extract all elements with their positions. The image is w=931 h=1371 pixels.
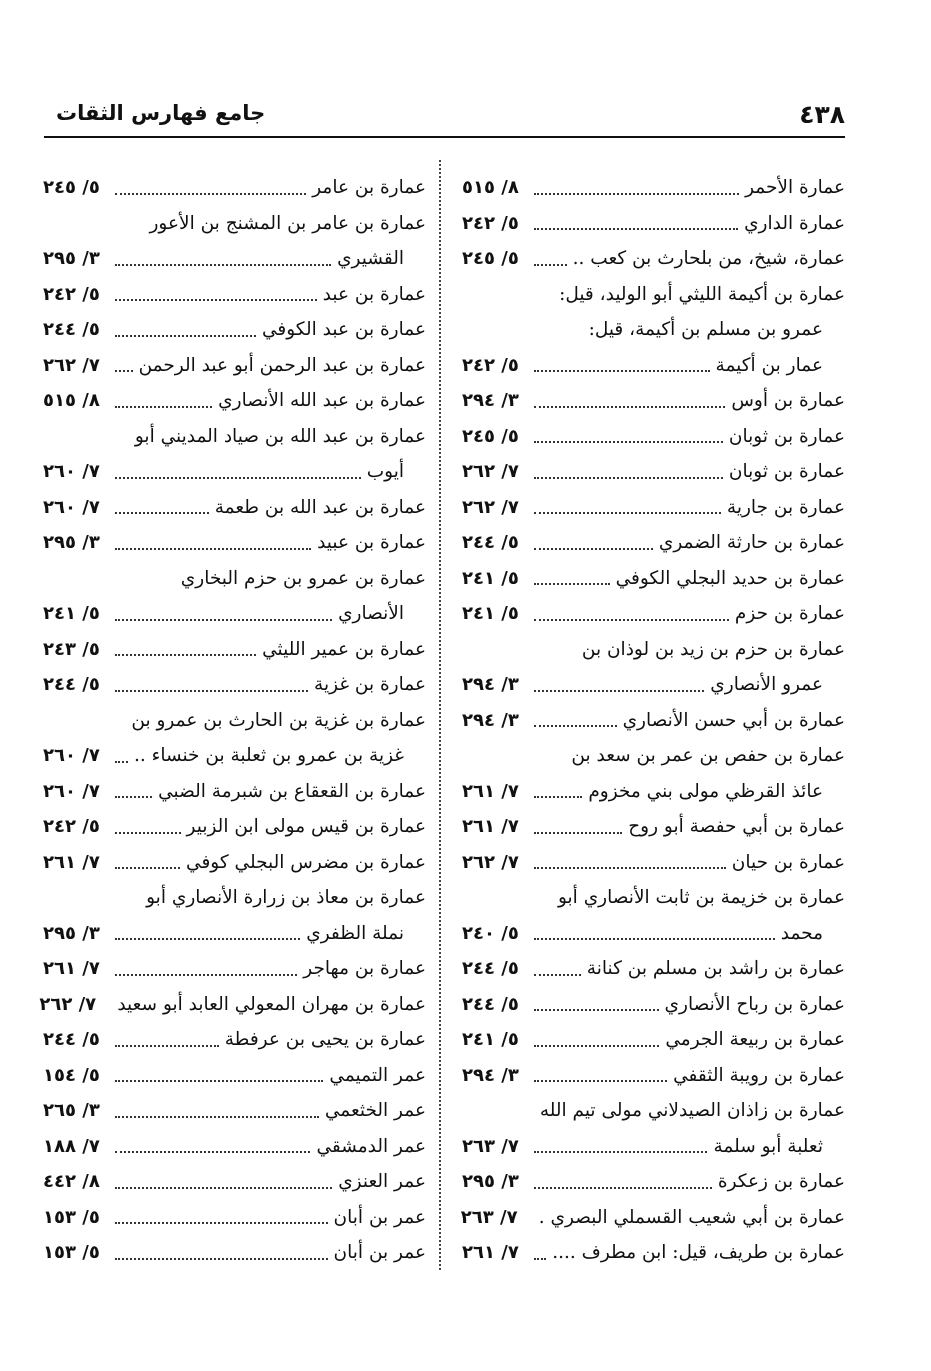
entry-name: عمارة بن عبد الله بن صياد المديني أبو bbox=[134, 425, 426, 447]
volume-page-ref: ٥/ ١٥٣ bbox=[43, 1242, 100, 1263]
index-entry bbox=[462, 170, 845, 206]
entry-name: عمارة الداري bbox=[744, 212, 845, 234]
entry-name: عمارة بن عامر bbox=[312, 177, 426, 198]
leader-dots bbox=[534, 439, 723, 443]
index-entry bbox=[43, 383, 426, 419]
volume-page-ref: ٣/ ٢٩٤ bbox=[462, 1064, 519, 1086]
index-entry bbox=[43, 845, 426, 881]
leader-dots bbox=[534, 972, 581, 976]
entry-name: عمر التميمي bbox=[329, 1064, 426, 1086]
entry-name: عمر بن أبان bbox=[333, 1206, 426, 1228]
leader-dots bbox=[115, 404, 212, 408]
leader-dots bbox=[534, 1149, 707, 1153]
index-entry bbox=[462, 490, 845, 526]
entry-name: عمارة بن معاذ بن زرارة الأنصاري أبو bbox=[146, 887, 426, 908]
index-entry bbox=[462, 880, 845, 916]
leader-dots bbox=[115, 1114, 319, 1118]
index-entry bbox=[462, 312, 845, 348]
entry-name: عمارة بن زاذان الصيدلاني مولى تيم الله bbox=[539, 1100, 845, 1121]
volume-page-ref: ٧/ ٢٦١ bbox=[43, 851, 100, 873]
index-entry bbox=[462, 348, 845, 384]
entry-name: عمرو الأنصاري bbox=[710, 674, 823, 695]
volume-page-ref: ٥/ ٢٤١ bbox=[462, 603, 519, 624]
volume-page-ref: ٥/ ٢٤٤ bbox=[462, 993, 519, 1015]
entry-name: عمارة بن عبد الله بن طعمة bbox=[214, 496, 426, 518]
entry-name: عمارة بن حزم bbox=[734, 603, 845, 624]
entry-name: عمارة بن غزية بن الحارث بن عمرو بن bbox=[131, 709, 426, 731]
entry-name: عمارة بن رويبة الثقفي bbox=[673, 1064, 845, 1086]
entry-name: عمارة بن عبيد bbox=[317, 532, 426, 553]
volume-page-ref: ٧/ ٢٦٢ bbox=[462, 461, 519, 482]
entry-name: عمارة بن رباح الأنصاري bbox=[664, 993, 845, 1015]
volume-page-ref: ٥/ ٢٤٢ bbox=[462, 212, 519, 234]
leader-dots bbox=[115, 1149, 310, 1153]
leader-dots bbox=[534, 368, 710, 372]
leader-dots bbox=[115, 865, 180, 869]
volume-page-ref: ٧/ ٢٦١ bbox=[43, 958, 100, 979]
volume-page-ref: ٥/ ١٥٣ bbox=[43, 1206, 100, 1228]
index-entry bbox=[462, 419, 845, 455]
index-entry bbox=[43, 277, 426, 313]
entry-name: أيوب bbox=[366, 461, 404, 482]
volume-page-ref: ٧/ ٢٦٠ bbox=[43, 780, 100, 802]
volume-page-ref: ٧/ ٢٦٠ bbox=[43, 745, 100, 766]
entry-name: عمارة بن أبي حفصة أبو روح bbox=[628, 816, 845, 837]
leader-dots bbox=[115, 972, 297, 976]
index-entry bbox=[43, 490, 426, 526]
index-entry bbox=[462, 916, 845, 952]
index-entry bbox=[43, 206, 426, 242]
index-entry bbox=[462, 774, 845, 810]
index-entry bbox=[43, 348, 426, 384]
index-entry bbox=[43, 809, 426, 845]
entry-name: عمارة بن قيس مولى ابن الزبير bbox=[186, 816, 426, 837]
leader-dots bbox=[115, 794, 152, 798]
leader-dots bbox=[115, 191, 306, 195]
entry-name: القشيري bbox=[337, 248, 404, 269]
volume-page-ref: ٥/ ٢٤٥ bbox=[43, 177, 100, 198]
leader-dots bbox=[115, 333, 256, 337]
entry-name: عائذ القرظي مولى بني مخزوم bbox=[588, 780, 823, 802]
entry-name: عمارة بن أبي شعيب القسملي البصري . bbox=[538, 1206, 845, 1228]
index-entry bbox=[462, 525, 845, 561]
volume-page-ref: ٥/ ٢٤٤ bbox=[462, 532, 519, 553]
index-entry bbox=[462, 632, 845, 668]
entry-name: عمر بن أبان bbox=[333, 1242, 426, 1263]
index-entry bbox=[462, 845, 845, 881]
leader-dots bbox=[534, 830, 622, 834]
index-entry bbox=[462, 1058, 845, 1094]
volume-page-ref: ٣/ ٢٦٥ bbox=[43, 1100, 100, 1121]
entry-name: عمارة بن ربيعة الجرمي bbox=[665, 1029, 845, 1050]
volume-page-ref: ٣/ ٢٩٤ bbox=[462, 674, 519, 695]
entry-name: محمد bbox=[780, 922, 823, 944]
leader-dots bbox=[534, 546, 653, 550]
leader-dots bbox=[534, 1043, 659, 1047]
volume-page-ref: ٧/ ٢٦١ bbox=[462, 816, 519, 837]
entry-name: ثعلبة أبو سلمة bbox=[713, 1135, 823, 1157]
entry-name: عمارة بن عمير الليثي bbox=[262, 638, 426, 660]
leader-dots bbox=[115, 1078, 323, 1082]
volume-page-ref: ٧/ ٢٦٢ bbox=[462, 496, 519, 518]
index-entry bbox=[462, 1093, 845, 1129]
entry-name: عمر العنزي bbox=[338, 1171, 426, 1192]
leader-dots bbox=[534, 865, 726, 869]
entry-name: عمارة بن حارثة الضمري bbox=[658, 532, 845, 553]
volume-page-ref: ٣/ ٢٩٤ bbox=[462, 390, 519, 411]
entry-name: عمارة الأحمر bbox=[745, 177, 845, 198]
index-entry bbox=[462, 738, 845, 774]
index-entry bbox=[43, 632, 426, 668]
leader-dots bbox=[534, 1256, 546, 1260]
index-entry bbox=[462, 383, 845, 419]
index-entry bbox=[462, 1200, 845, 1236]
volume-page-ref: ٥/ ٢٤١ bbox=[462, 1029, 519, 1050]
leader-dots bbox=[534, 723, 617, 727]
index-entry bbox=[43, 880, 426, 916]
index-entry bbox=[43, 1200, 426, 1236]
index-entry bbox=[462, 667, 845, 703]
volume-page-ref: ٥/ ٢٤١ bbox=[43, 603, 100, 624]
entry-name: عمارة بن مضرس البجلي كوفي bbox=[186, 851, 426, 873]
index-entry bbox=[43, 241, 426, 277]
leader-dots bbox=[115, 510, 209, 514]
leader-dots bbox=[534, 262, 567, 266]
index-entry bbox=[43, 525, 426, 561]
entry-name: عمارة بن عبد الكوفي bbox=[261, 319, 426, 340]
volume-page-ref: ٣/ ٢٩٤ bbox=[462, 709, 519, 731]
index-entry bbox=[462, 277, 845, 313]
entry-name: عمارة بن يحيى بن عرفطة bbox=[224, 1029, 426, 1050]
column-divider bbox=[439, 160, 441, 1270]
index-entry bbox=[43, 667, 426, 703]
index-entry bbox=[462, 809, 845, 845]
volume-page-ref: ٨/ ٤٤٢ bbox=[43, 1171, 100, 1192]
entry-name: عمار بن أكيمة bbox=[715, 354, 823, 376]
entry-name: عمارة بن عامر بن المشنج بن الأعور bbox=[149, 212, 426, 234]
entry-name: عمارة بن ثوبان bbox=[728, 461, 845, 482]
volume-page-ref: ٥/ ٢٤١ bbox=[462, 567, 519, 589]
leader-dots bbox=[534, 475, 723, 479]
index-entry bbox=[39, 987, 426, 1023]
index-entry bbox=[462, 596, 845, 632]
entry-name: عمارة بن طريف، قيل: ابن مطرف .... bbox=[552, 1242, 845, 1263]
volume-page-ref: ٥/ ٢٤٠ bbox=[462, 922, 519, 944]
index-entry bbox=[43, 419, 426, 455]
index-entry bbox=[462, 1164, 845, 1200]
entry-name: عمرو بن مسلم بن أكيمة، قيل: bbox=[588, 319, 823, 340]
leader-dots bbox=[115, 759, 128, 763]
leader-dots bbox=[534, 688, 704, 692]
index-entry bbox=[462, 987, 845, 1023]
entry-name: نملة الظفري bbox=[306, 922, 404, 944]
leader-dots bbox=[115, 1220, 328, 1224]
leader-dots bbox=[534, 936, 775, 940]
entry-name: عمارة بن راشد بن مسلم بن كنانة bbox=[586, 958, 845, 979]
leader-dots bbox=[534, 794, 582, 798]
index-entry bbox=[43, 1022, 426, 1058]
index-entry bbox=[462, 1129, 845, 1165]
entry-name: عمارة بن عبد bbox=[322, 283, 426, 305]
entry-name: عمارة بن غزية bbox=[314, 674, 426, 695]
index-entry bbox=[43, 774, 426, 810]
volume-page-ref: ٥/ ٢٤٣ bbox=[43, 638, 100, 660]
volume-page-ref: ٧/ ٢٦٣ bbox=[460, 1206, 518, 1228]
volume-page-ref: ٥/ ٢٤٥ bbox=[462, 248, 519, 269]
leader-dots bbox=[534, 226, 738, 230]
entry-name: عمارة بن أبي حسن الأنصاري bbox=[622, 709, 845, 731]
leader-dots bbox=[115, 297, 317, 301]
entry-name: عمارة، شيخ، من بلحارث بن كعب .. bbox=[572, 248, 845, 269]
entry-name: غزية بن عمرو بن ثعلبة بن خنساء .. bbox=[133, 745, 404, 766]
leader-dots bbox=[534, 404, 725, 408]
entry-name: عمارة بن أوس bbox=[731, 390, 845, 411]
volume-page-ref: ٧/ ٢٦٠ bbox=[43, 461, 100, 482]
entry-name: عمارة بن زعكرة bbox=[717, 1171, 845, 1192]
entry-name: عمارة بن أكيمة الليثي أبو الوليد، قيل: bbox=[559, 283, 845, 305]
index-entry bbox=[43, 454, 426, 490]
entry-name: عمارة بن حزم بن زيد بن لوذان بن bbox=[581, 638, 845, 660]
index-entry bbox=[43, 1164, 426, 1200]
volume-page-ref: ٣/ ٢٩٥ bbox=[43, 532, 100, 553]
entry-name: عمارة بن جارية bbox=[726, 496, 845, 518]
entry-name: الأنصاري bbox=[338, 603, 404, 624]
leader-dots bbox=[534, 191, 739, 195]
index-entry bbox=[462, 241, 845, 277]
volume-page-ref: ٣/ ٢٩٥ bbox=[43, 922, 100, 944]
entry-name: عمارة بن حفص بن عمر بن سعد بن bbox=[571, 745, 845, 766]
leader-dots bbox=[115, 1043, 219, 1047]
entry-name: عمارة بن مهران المعولي العابد أبو سعيد bbox=[117, 993, 426, 1015]
leader-dots bbox=[115, 1185, 332, 1189]
index-entry bbox=[43, 1058, 426, 1094]
leader-dots bbox=[115, 546, 311, 550]
index-entry bbox=[43, 312, 426, 348]
entry-name: عمارة بن عبد الله الأنصاري bbox=[218, 390, 426, 411]
leader-dots bbox=[534, 510, 721, 514]
leader-dots bbox=[115, 368, 133, 372]
index-entry bbox=[43, 561, 426, 597]
volume-page-ref: ٥/ ٢٤٢ bbox=[462, 354, 519, 376]
volume-page-ref: ٧/ ٢٦٢ bbox=[462, 851, 519, 873]
index-entry bbox=[462, 454, 845, 490]
volume-page-ref: ٨/ ٥١٥ bbox=[462, 177, 519, 198]
index-entry bbox=[43, 738, 426, 774]
entry-name: عمارة بن ثوبان bbox=[728, 425, 845, 447]
index-entry bbox=[43, 1093, 426, 1129]
volume-page-ref: ٧/ ٢٦٢ bbox=[43, 354, 100, 376]
page-header bbox=[44, 96, 845, 138]
entry-name: عمارة بن حديد البجلي الكوفي bbox=[615, 567, 845, 589]
index-entry bbox=[43, 596, 426, 632]
entry-name: عمر الدمشقي bbox=[316, 1135, 426, 1157]
leader-dots bbox=[534, 1185, 712, 1189]
index-entry bbox=[43, 703, 426, 739]
leader-dots bbox=[115, 688, 308, 692]
index-entry bbox=[43, 916, 426, 952]
leader-dots bbox=[115, 617, 332, 621]
index-entry bbox=[462, 1022, 845, 1058]
entry-name: عمارة بن مهاجر bbox=[303, 958, 426, 979]
index-entry bbox=[462, 561, 845, 597]
volume-page-ref: ٧/ ٢٦٢ bbox=[39, 993, 97, 1015]
leader-dots bbox=[534, 581, 610, 585]
volume-page-ref: ٥/ ١٥٤ bbox=[43, 1064, 100, 1086]
entry-name: عمارة بن عمرو بن حزم البخاري bbox=[180, 567, 426, 589]
index-entry bbox=[462, 1235, 845, 1271]
entry-name: عمارة بن حيان bbox=[731, 851, 845, 873]
volume-page-ref: ٥/ ٢٤٥ bbox=[462, 425, 519, 447]
entry-name: عمر الخثعمي bbox=[324, 1100, 426, 1121]
leader-dots bbox=[534, 1007, 659, 1011]
page-number: ٤٣٨ bbox=[799, 100, 845, 129]
entry-name: عمارة بن عبد الرحمن أبو عبد الرحمن bbox=[138, 354, 426, 376]
index-entry bbox=[462, 206, 845, 242]
volume-page-ref: ٥/ ٢٤٤ bbox=[462, 958, 519, 979]
leader-dots bbox=[115, 475, 361, 479]
index-entry bbox=[43, 951, 426, 987]
volume-page-ref: ٧/ ٢٦١ bbox=[462, 780, 519, 802]
volume-page-ref: ٥/ ٢٤٤ bbox=[43, 674, 100, 695]
leader-dots bbox=[115, 262, 331, 266]
index-entry bbox=[43, 1235, 426, 1271]
book-title: جامع فهارس الثقات bbox=[56, 101, 266, 125]
volume-page-ref: ٣/ ٢٩٥ bbox=[462, 1171, 519, 1192]
volume-page-ref: ٧/ ٢٦٣ bbox=[462, 1135, 519, 1157]
volume-page-ref: ٥/ ٢٤٤ bbox=[43, 319, 100, 340]
index-entry bbox=[43, 1129, 426, 1165]
index-column-right bbox=[462, 170, 845, 1271]
volume-page-ref: ٧/ ١٨٨ bbox=[43, 1135, 100, 1157]
entry-name: عمارة بن القعقاع بن شبرمة الضبي bbox=[158, 780, 426, 802]
volume-page-ref: ٥/ ٢٤٤ bbox=[43, 1029, 100, 1050]
leader-dots bbox=[115, 830, 181, 834]
volume-page-ref: ٨/ ٥١٥ bbox=[43, 390, 100, 411]
leader-dots bbox=[534, 1078, 667, 1082]
volume-page-ref: ٧/ ٢٦٠ bbox=[43, 496, 100, 518]
index-entry bbox=[43, 170, 426, 206]
volume-page-ref: ٧/ ٢٦١ bbox=[462, 1242, 519, 1263]
index-entry bbox=[462, 951, 845, 987]
leader-dots bbox=[534, 617, 729, 621]
index-column-left bbox=[39, 170, 426, 1271]
index-entry bbox=[462, 703, 845, 739]
volume-page-ref: ٥/ ٢٤٢ bbox=[43, 816, 100, 837]
leader-dots bbox=[115, 1256, 328, 1260]
leader-dots bbox=[115, 936, 300, 940]
volume-page-ref: ٥/ ٢٤٢ bbox=[43, 283, 100, 305]
volume-page-ref: ٣/ ٢٩٥ bbox=[43, 248, 100, 269]
leader-dots bbox=[115, 652, 256, 656]
entry-name: عمارة بن خزيمة بن ثابت الأنصاري أبو bbox=[557, 887, 845, 908]
